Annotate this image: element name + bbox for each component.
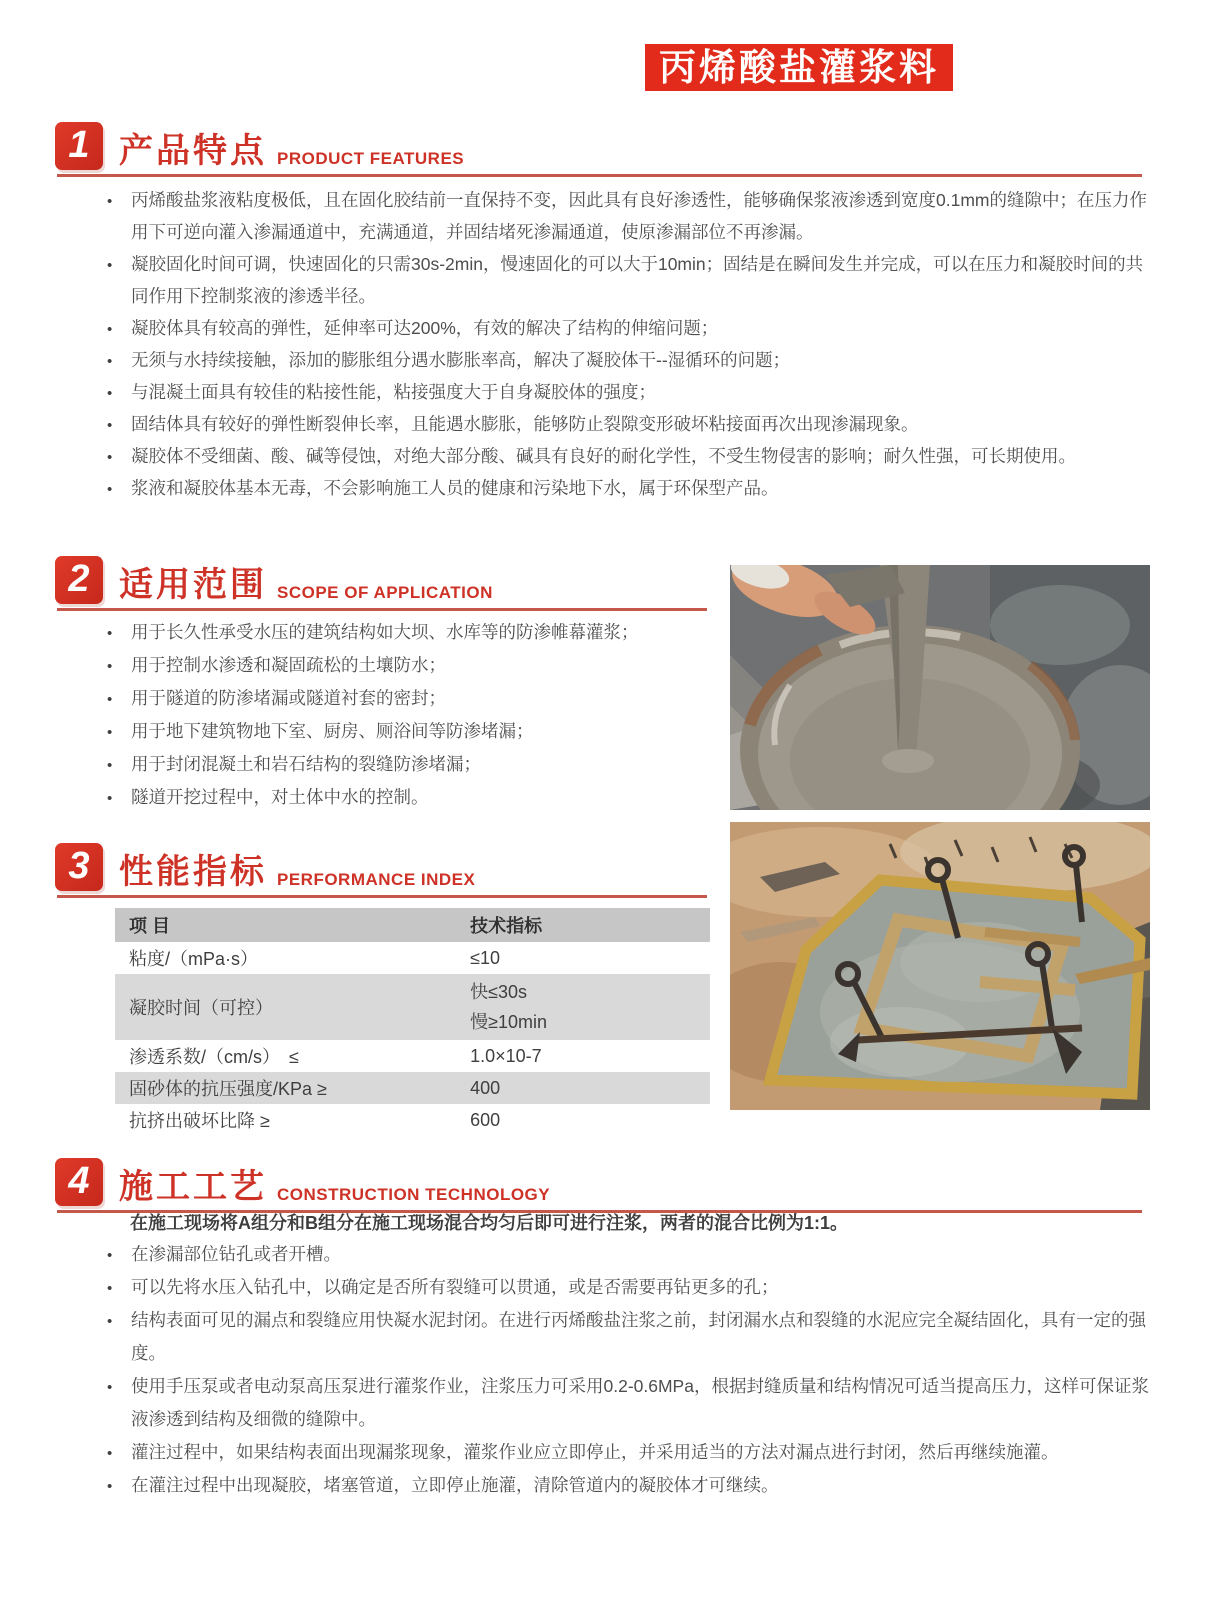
bullet-icon: [107, 184, 112, 218]
list-item-text: 凝胶固化时间可调，快速固化的只需30s-2min，慢速固化的可以大于10min；固结是在瞬间发生并完成，可以在压力和凝胶时间的共同作用下控制浆液的渗透半径。: [131, 254, 1144, 306]
bullet-icon: [107, 376, 112, 410]
list-item: [95, 472, 1147, 504]
list-item-text: 浆液和凝胶体基本无毒，不会影响施工人员的健康和污染地下水，属于环保型产品。: [131, 478, 779, 498]
table-cell-value: 600: [460, 1104, 710, 1136]
table-row: [115, 1040, 710, 1072]
formwork-grouting-photo: [730, 822, 1150, 1110]
section-title-zh: 施工工艺: [119, 1168, 267, 1206]
table-cell-item: 粘度/（mPa·s）: [115, 942, 460, 974]
list-item: [95, 781, 720, 814]
bullet-icon: [107, 1469, 112, 1503]
bullet-icon: [107, 312, 112, 346]
list-item: [95, 1304, 1157, 1370]
section-title-zh: 产品特点: [119, 132, 267, 170]
table-cell-value: ≤10: [460, 942, 710, 974]
bullet-icon: [107, 748, 112, 782]
table-cell-value-line: 快≤30s: [470, 982, 527, 1002]
section-number-badge: 3: [55, 843, 103, 891]
section-title-en: CONSTRUCTION TECHNOLOGY: [277, 1185, 551, 1204]
list-item: [95, 408, 1147, 440]
product-features-list: [95, 184, 1147, 504]
bullet-icon: [107, 682, 112, 716]
table-row: [115, 1104, 710, 1136]
section-title-zh: 适用范围: [119, 566, 267, 604]
list-item: [95, 440, 1147, 472]
construction-intro-text: 在施工现场将A组分和B组分在施工现场混合均匀后即可进行注浆，两者的混合比例为1:1。: [130, 1213, 849, 1233]
bullet-icon: [107, 1436, 112, 1470]
bullet-icon: [107, 408, 112, 442]
list-item-text: 用于长久性承受水压的建筑结构如大坝、水库等的防渗帷幕灌浆；: [131, 622, 639, 642]
section-header-construction-technology: [55, 1158, 1155, 1208]
table-cell-item: 渗透系数/（cm/s） ≤: [115, 1040, 460, 1072]
section-title-zh: 性能指标: [119, 853, 267, 891]
list-item-text: 固结体具有较好的弹性断裂伸长率，且能遇水膨胀，能够防止裂隙变形破坏粘接面再次出现渗漏现象。: [131, 414, 919, 434]
section-underline: [57, 174, 1142, 177]
table-row: [115, 974, 710, 1040]
bullet-icon: [107, 715, 112, 749]
list-item: [95, 1436, 1157, 1469]
bullet-icon: [107, 1304, 112, 1338]
table-header-row: [115, 908, 710, 942]
list-item-text: 用于封闭混凝土和岩石结构的裂缝防渗堵漏；: [131, 754, 481, 774]
bullet-icon: [107, 781, 112, 815]
section-header-product-features: [55, 122, 1155, 172]
list-item: [95, 312, 1147, 344]
list-item: [95, 715, 720, 748]
bullet-icon: [107, 1238, 112, 1272]
list-item-text: 无须与水持续接触，添加的膨胀组分遇水膨胀率高，解决了凝胶体干--湿循环的问题；: [131, 350, 791, 370]
list-item: [95, 1238, 1157, 1271]
table-cell-value: 1.0×10-7: [460, 1040, 710, 1072]
bullet-icon: [107, 472, 112, 506]
list-item-text: 凝胶体具有较高的弹性，延伸率可达200%，有效的解决了结构的伸缩问题；: [131, 318, 719, 338]
table-header-item: 项 目: [115, 908, 460, 942]
construction-steps-list: [95, 1238, 1157, 1502]
section-number-badge: 1: [55, 122, 103, 170]
table-cell-value: 400: [460, 1072, 710, 1104]
bullet-icon: [107, 1271, 112, 1305]
list-item-text: 与混凝土面具有较佳的粘接性能，粘接强度大于自身凝胶体的强度；: [131, 382, 656, 402]
table-cell-item: 固砂体的抗压强度/KPa ≥: [115, 1072, 460, 1104]
scope-of-application-list: [95, 616, 720, 814]
list-item-text: 凝胶体不受细菌、酸、碱等侵蚀，对绝大部分酸、碱具有良好的耐化学性，不受生物侵害的影响；耐久性强，可长期使用。: [131, 446, 1076, 466]
list-item-text: 灌注过程中，如果结构表面出现漏浆现象，灌浆作业应立即停止，并采用适当的方法对漏点进行封闭，然后再继续施灌。: [131, 1442, 1059, 1462]
grout-mixing-photo: [730, 565, 1150, 810]
section-title-en: SCOPE OF APPLICATION: [277, 583, 493, 602]
list-item: [95, 1370, 1157, 1436]
list-item: [95, 184, 1147, 248]
list-item: [95, 748, 720, 781]
bullet-icon: [107, 649, 112, 683]
list-item-text: 用于隧道的防渗堵漏或隧道衬套的密封；: [131, 688, 446, 708]
list-item-text: 可以先将水压入钻孔中，以确定是否所有裂缝可以贯通，或是否需要再钻更多的孔；: [131, 1277, 779, 1297]
table-row: [115, 1072, 710, 1104]
list-item: [95, 248, 1147, 312]
section-number-badge: 2: [55, 556, 103, 604]
list-item: [95, 376, 1147, 408]
bullet-icon: [107, 248, 112, 282]
list-item-text: 在渗漏部位钻孔或者开槽。: [131, 1244, 341, 1264]
bullet-icon: [107, 1370, 112, 1404]
list-item-text: 结构表面可见的漏点和裂缝应用快凝水泥封闭。在进行丙烯酸盐注浆之前，封闭漏水点和裂缝的水泥应完全凝结固化，具有一定的强度。: [131, 1310, 1146, 1363]
list-item-text: 使用手压泵或者电动泵高压泵进行灌浆作业，注浆压力可采用0.2-0.6MPa，根据封缝质量和结构情况可适当提高压力，这样可保证浆液渗透到结构及细微的缝隙中。: [131, 1376, 1149, 1429]
table-row: [115, 942, 710, 974]
list-item-text: 在灌注过程中出现凝胶，堵塞管道，立即停止施灌，清除管道内的凝胶体才可继续。: [131, 1475, 779, 1495]
table-cell-item: 抗挤出破坏比降 ≥: [115, 1104, 460, 1136]
list-item-text: 隧道开挖过程中，对土体中水的控制。: [131, 787, 429, 807]
performance-index-table: [115, 908, 710, 1136]
list-item-text: 丙烯酸盐浆液粘度极低，且在固化胶结前一直保持不变，因此具有良好渗透性，能够确保浆液渗透到宽度0.1mm的缝隙中；在压力作用下可逆向灌入渗漏通道中，充满通道，并固结堵死渗漏通道，使原渗漏部位不再渗漏。: [131, 190, 1147, 242]
table-cell-value: [460, 974, 710, 1040]
table-cell-value-line: 慢≥10min: [470, 1012, 547, 1032]
bullet-icon: [107, 440, 112, 474]
bullet-icon: [107, 344, 112, 378]
list-item: [95, 649, 720, 682]
list-item: [95, 616, 720, 649]
section-title-en: PRODUCT FEATURES: [277, 149, 465, 168]
list-item: [95, 1469, 1157, 1502]
page-title: 丙烯酸盐灌浆料: [645, 44, 953, 91]
table-header-value: 技术指标: [460, 908, 710, 942]
list-item: [95, 1271, 1157, 1304]
bullet-icon: [107, 616, 112, 650]
list-item: [95, 344, 1147, 376]
section-title-en: PERFORMANCE INDEX: [277, 870, 476, 889]
list-item-text: 用于控制水渗透和凝固疏松的土壤防水；: [131, 655, 446, 675]
table-cell-item: 凝胶时间（可控）: [115, 974, 460, 1040]
list-item-text: 用于地下建筑物地下室、厨房、厕浴间等防渗堵漏；: [131, 721, 534, 741]
section-underline: [57, 608, 707, 611]
section-underline: [57, 895, 707, 898]
list-item: [95, 682, 720, 715]
section-number-badge: 4: [55, 1158, 103, 1206]
